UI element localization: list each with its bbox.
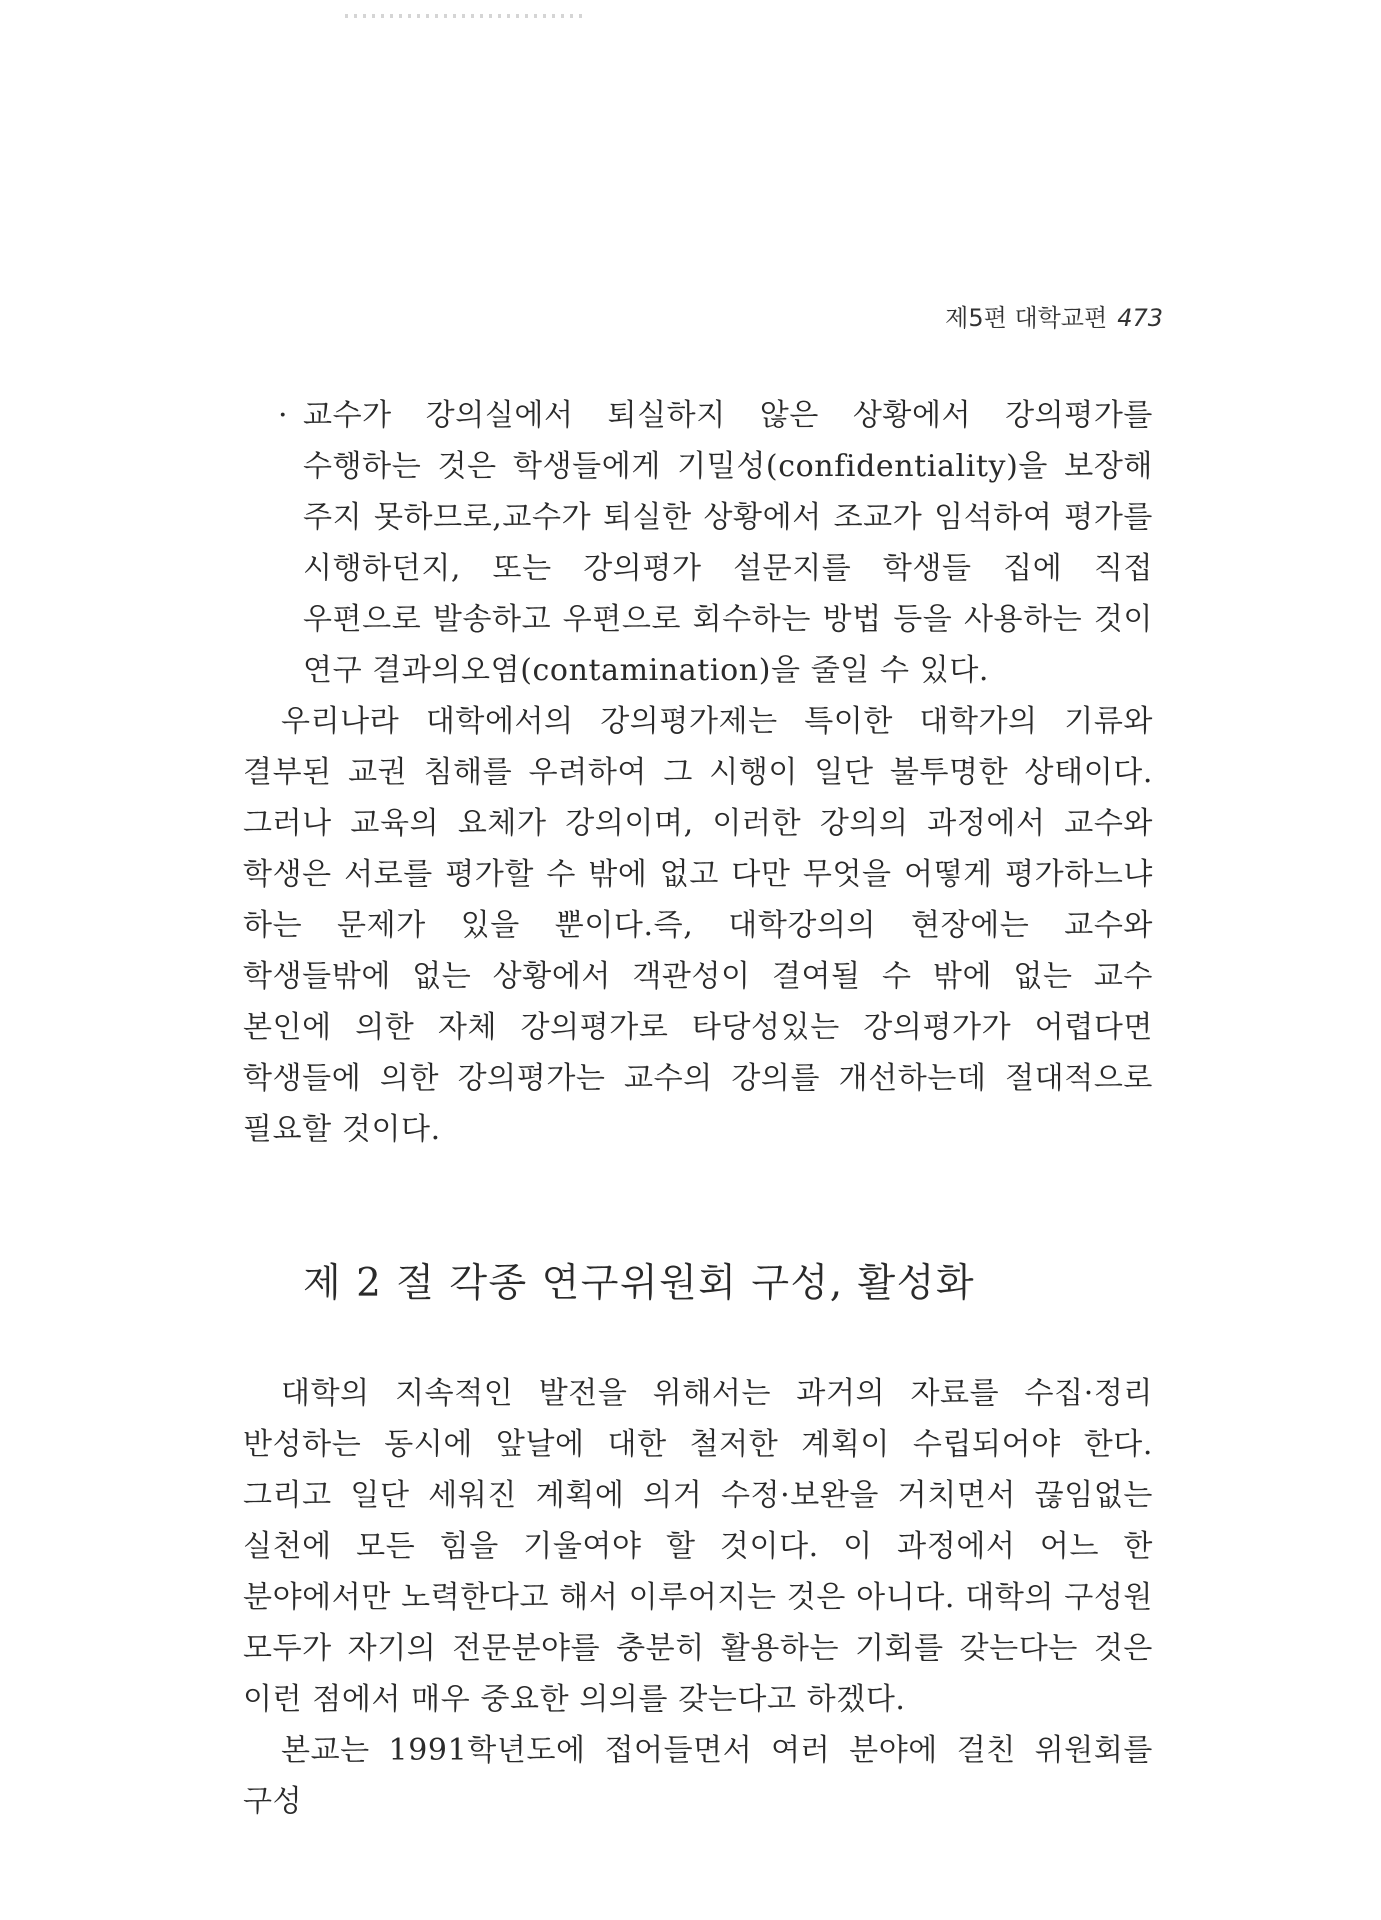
header-title: 제5편 대학교편 <box>945 304 1108 332</box>
section-heading: 제 2 절 각종 연구위원회 구성, 활성화 <box>303 1261 976 1306</box>
scan-artifact <box>345 14 585 18</box>
running-header <box>945 298 1163 333</box>
page-content <box>243 390 1153 1827</box>
body-paragraph-3: 본교는 1991학년도에 접어들면서 여러 분야에 걸친 위원회를 구성 <box>243 1733 1153 1819</box>
bullet-mark: · <box>278 398 289 433</box>
page-number: 473 <box>1117 304 1163 332</box>
bullet-paragraph-text: 교수가 강의실에서 퇴실하지 않은 상황에서 강의평가를 수행하는 것은 학생들에게 기밀성(confidentiality)을 보장해 주지 못하므로,교수가 퇴실한 상황에서 조교가 임석하여 평가를 시행하던지, 또는 강의평가 설문지를 학생들 집에 직접 우편으로 발송하고 우편으로 회수하는 방법 등을 사용하는 것이 연구 결과의오염(contamination)을 줄일 수 있다. <box>303 398 1153 688</box>
body-paragraph-2: 대학의 지속적인 발전을 위해서는 과거의 자료를 수집·정리 반성하는 동시에 앞날에 대한 철저한 계획이 수립되어야 한다. 그리고 일단 세워진 계획에 의거 수정·보완을 거치면서 끊임없는 실천에 모든 힘을 기울여야 할 것이다. 이 과정에서 어느 한 분야에서만 노력한다고 해서 이루어지는 것은 아니다. 대학의 구성원 모두가 자기의 전문분야를 충분히 활용하는 기회를 갖는다는 것은 이런 점에서 매우 중요한 의의를 갖는다고 하겠다. <box>243 1376 1153 1717</box>
body-paragraph-1: 우리나라 대학에서의 강의평가제는 특이한 대학가의 기류와 결부된 교권 침해를 우려하여 그 시행이 일단 불투명한 상태이다. 그러나 교육의 요체가 강의이며, 이러한 강의의 과정에서 교수와 학생은 서로를 평가할 수 밖에 없고 다만 무엇을 어떻게 평가하느냐 하는 문제가 있을 뿐이다.즉, 대학강의의 현장에는 교수와 학생들밖에 없는 상황에서 객관성이 결여될 수 밖에 없는 교수 본인에 의한 자체 강의평가로 타당성있는 강의평가가 어렵다면 학생들에 의한 강의평가는 교수의 강의를 개선하는데 절대적으로 필요할 것이다. <box>243 704 1153 1147</box>
bullet-paragraph <box>243 390 1153 696</box>
